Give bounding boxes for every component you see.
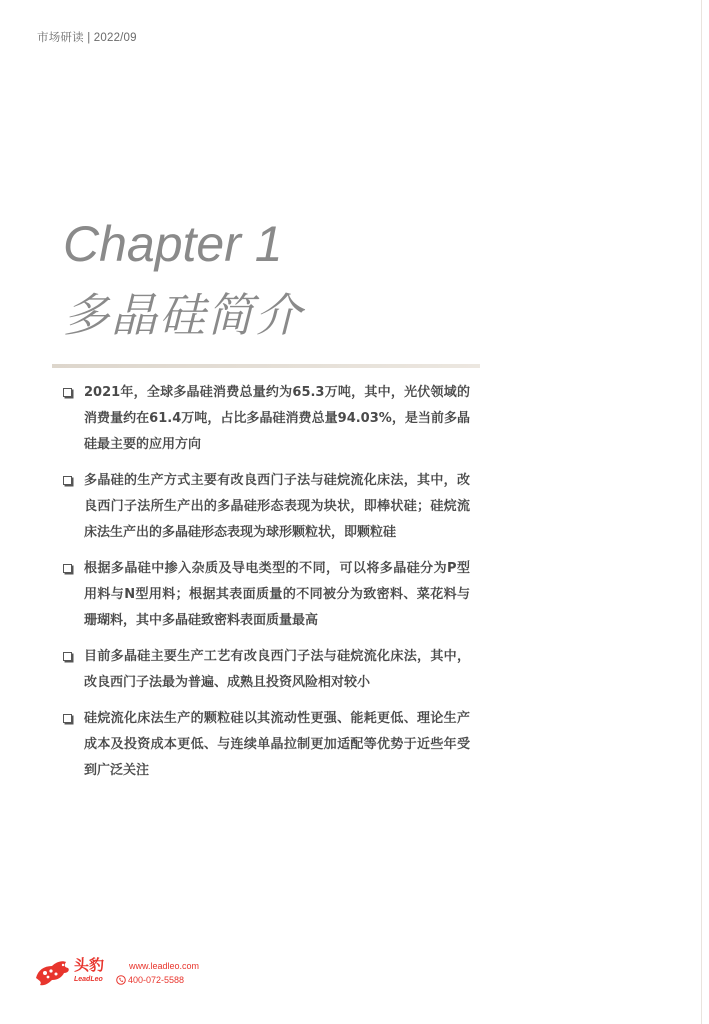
checkbox-bullet-icon — [63, 652, 72, 661]
bullet-text: 目前多晶硅主要生产工艺有改良西门子法与硅烷流化床法，其中，改良西门子法最为普遍、成熟且投资风险相对较小 — [84, 649, 470, 690]
phone-contact — [116, 975, 184, 985]
checkbox-bullet-icon — [63, 388, 72, 397]
bullet-item — [60, 706, 470, 784]
website-link[interactable]: www.leadleo.com — [129, 961, 200, 971]
checkbox-bullet-icon — [63, 564, 72, 573]
logo-text-en: LeadLeo — [74, 976, 103, 983]
chapter-title: Chapter 1 — [63, 216, 283, 272]
checkbox-bullet-icon — [63, 714, 72, 723]
header-meta: 市场研读 | 2022/09 — [37, 32, 137, 44]
bullet-text: 2021年，全球多晶硅消费总量约为65.3万吨，其中，光伏领域的消费量约在61.4万吨，占比多晶硅消费总量94.03%，是当前多晶硅最主要的应用方向 — [84, 385, 470, 452]
bullet-item — [60, 380, 470, 458]
chapter-subtitle: 多晶硅简介 — [63, 288, 303, 342]
phone-number: 400-072-5588 — [128, 975, 185, 985]
bullet-item — [60, 556, 470, 634]
logo-text-cn: 头豹 — [74, 956, 105, 974]
bullet-item — [60, 468, 470, 546]
bullet-text: 多晶硅的生产方式主要有改良西门子法与硅烷流化床法，其中，改良西门子法所生产出的多晶硅形态表现为块状，即棒状硅；硅烷流床法生产出的多晶硅形态表现为球形颗粒状，即颗粒硅 — [84, 473, 470, 540]
phone-icon — [116, 975, 126, 985]
page-edge-rule — [701, 0, 702, 1024]
leopard-logo-icon — [34, 956, 72, 988]
bullet-list — [60, 380, 470, 794]
footer — [34, 956, 234, 990]
title-divider — [52, 364, 480, 368]
bullet-text: 根据多晶硅中掺入杂质及导电类型的不同，可以将多晶硅分为P型用料与N型用料；根据其表面质量的不同被分为致密料、菜花料与珊瑚料，其中多晶硅致密料表面质量最高 — [84, 561, 470, 628]
checkbox-bullet-icon — [63, 476, 72, 485]
bullet-item — [60, 644, 470, 696]
bullet-text: 硅烷流化床法生产的颗粒硅以其流动性更强、能耗更低、理论生产成本及投资成本更低、与连续单晶拉制更加适配等优势于近些年受到广泛关注 — [84, 711, 470, 778]
